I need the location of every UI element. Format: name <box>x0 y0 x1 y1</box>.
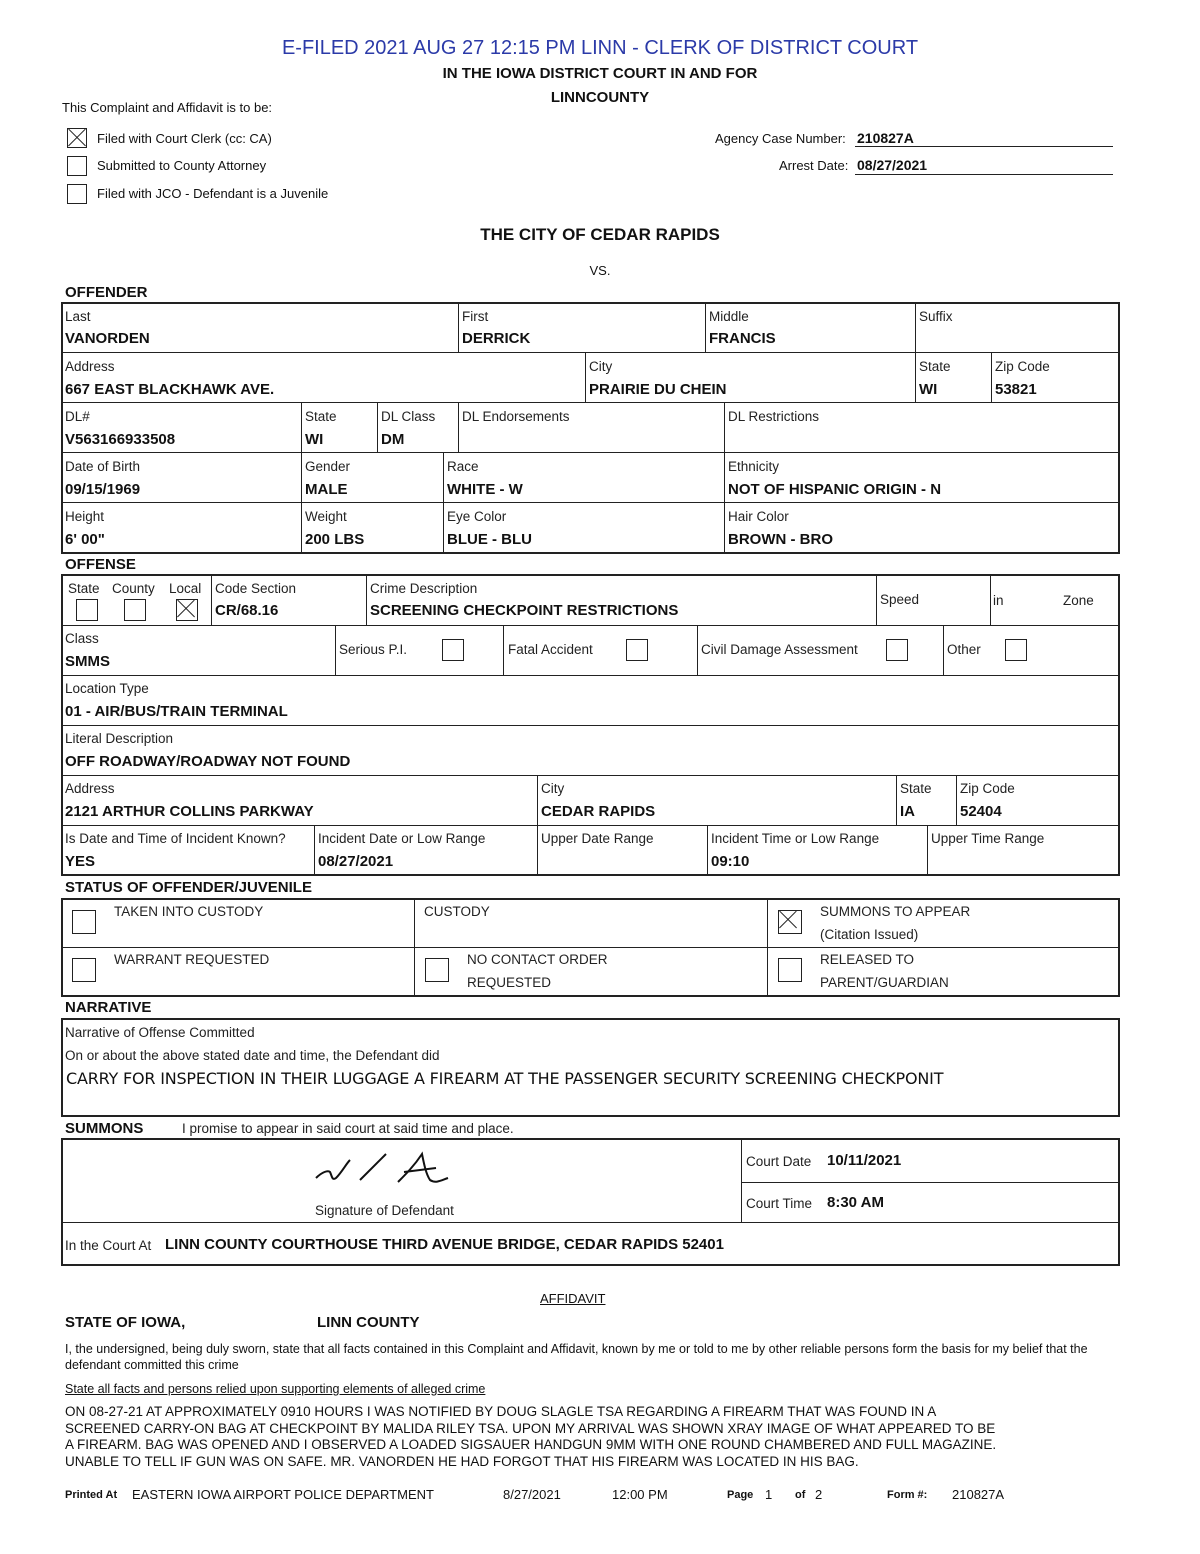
incident-zip-label: Zip Code <box>960 781 1015 796</box>
code-section-value: CR/68.16 <box>215 602 279 619</box>
narrative-text: CARRY FOR INSPECTION IN THEIR LUGGAGE A FIREARM AT THE PASSENGER SECURITY SCREENING CHECKPONIT <box>66 1069 944 1088</box>
plaintiff: THE CITY OF CEDAR RAPIDS <box>480 225 720 244</box>
incident-address-value: 2121 ARTHUR COLLINS PARKWAY <box>65 803 314 820</box>
address-label: Address <box>65 359 115 374</box>
last-name-label: Last <box>65 309 91 324</box>
court-at-value: LINN COUNTY COURTHOUSE THIRD AVENUE BRIDGE, CEDAR RAPIDS 52401 <box>165 1236 724 1253</box>
no-contact-requested-label: REQUESTED <box>467 975 552 990</box>
speed-label: Speed <box>880 592 920 607</box>
offender-box <box>61 302 1120 554</box>
agency-case-value: 210827A <box>857 130 914 146</box>
dl-class-value: DM <box>381 431 405 448</box>
arrest-date-value: 08/27/2021 <box>857 157 928 173</box>
zone-label: Zone <box>1063 593 1094 608</box>
narrative-label: Narrative of Offense Committed <box>65 1025 255 1040</box>
incident-date-label: Incident Date or Low Range <box>318 831 486 846</box>
filed-court-label: Filed with Court Clerk (cc: CA) <box>97 131 272 146</box>
serious-pi-label: Serious P.I. <box>339 642 408 657</box>
zip-value: 53821 <box>995 381 1037 398</box>
submitted-attorney-checkbox[interactable] <box>67 156 87 176</box>
complaint-to-be: This Complaint and Affidavit is to be: <box>62 100 273 115</box>
height-value: 6' 00" <box>65 531 105 548</box>
incident-city-value: CEDAR RAPIDS <box>541 803 656 820</box>
offense-state-label: State <box>68 581 100 596</box>
filed-court-checkbox[interactable] <box>67 128 87 148</box>
literal-description-label: Literal Description <box>65 731 174 746</box>
released-label: RELEASED TO <box>820 952 915 967</box>
first-name-label: First <box>462 309 489 324</box>
page-number: 1 <box>765 1487 773 1502</box>
affidavit-state: STATE OF IOWA, <box>65 1314 186 1331</box>
weight-label: Weight <box>305 509 347 524</box>
no-contact-checkbox[interactable] <box>425 958 449 982</box>
affidavit-title: AFFIDAVIT <box>540 1291 606 1306</box>
summons-checkbox[interactable] <box>778 910 802 934</box>
printed-date: 8/27/2021 <box>503 1487 561 1502</box>
filed-jco-label: Filed with JCO - Defendant is a Juvenile <box>97 186 329 201</box>
serious-pi-checkbox[interactable] <box>442 639 464 661</box>
printed-at-value: EASTERN IOWA AIRPORT POLICE DEPARTMENT <box>132 1487 434 1502</box>
fatal-accident-checkbox[interactable] <box>626 639 648 661</box>
efiled-stamp: E-FILED 2021 AUG 27 12:15 PM LINN - CLERK OF DISTRICT COURT <box>281 37 919 59</box>
weight-value: 200 LBS <box>305 531 365 548</box>
location-type-label: Location Type <box>65 681 149 696</box>
facts-line: SCREENED CARRY-ON BAG AT CHECKPOINT BY MALIDA RILEY TSA. UPON MY ARRIVAL WAS SHOWN XRAY IMAGE OF WHAT APPEARED TO BE <box>65 1420 996 1436</box>
affidavit-county: LINN COUNTY <box>317 1314 420 1331</box>
hair-color-label: Hair Color <box>728 509 789 524</box>
ethnicity-value: NOT OF HISPANIC ORIGIN - N <box>728 481 942 498</box>
facts-line: UNABLE TO TELL IF GUN WAS ON SAFE. MR. VANORDEN HE HAD FORGOT THAT HIS FIREARM WAS LOCATED IN HIS BAG. <box>65 1453 859 1469</box>
warrant-checkbox[interactable] <box>72 958 96 982</box>
middle-name-value: FRANCIS <box>709 330 776 347</box>
city-value: PRAIRIE DU CHEIN <box>589 381 727 398</box>
class-value: SMMS <box>65 653 110 670</box>
warrant-label: WARRANT REQUESTED <box>114 952 270 967</box>
height-label: Height <box>65 509 105 524</box>
offense-local-checkbox[interactable] <box>176 599 198 621</box>
civil-damage-checkbox[interactable] <box>886 639 908 661</box>
other-label: Other <box>947 642 981 657</box>
court-date-value: 10/11/2021 <box>827 1152 902 1169</box>
incident-zip-value: 52404 <box>960 803 1002 820</box>
court-county: LINNCOUNTY <box>550 89 650 106</box>
defendant-did-label: On or about the above stated date and time, the Defendant did <box>65 1048 440 1063</box>
upper-time-label: Upper Time Range <box>931 831 1045 846</box>
gender-value: MALE <box>305 481 348 498</box>
dl-restrictions-label: DL Restrictions <box>728 409 820 424</box>
arrest-date-label: Arrest Date: <box>779 158 849 173</box>
state-label: State <box>919 359 951 374</box>
upper-date-label: Upper Date Range <box>541 831 654 846</box>
filed-jco-checkbox[interactable] <box>67 184 87 204</box>
dl-endorsements-label: DL Endorsements <box>462 409 570 424</box>
dl-state-value: WI <box>305 431 324 448</box>
suffix-label: Suffix <box>919 309 953 324</box>
class-label: Class <box>65 631 99 646</box>
dl-value: V563166933508 <box>65 431 176 448</box>
location-type-value: 01 - AIR/BUS/TRAIN TERMINAL <box>65 703 288 720</box>
eye-color-label: Eye Color <box>447 509 507 524</box>
printed-at-label: Printed At <box>65 1489 118 1501</box>
summons-appear-label: SUMMONS TO APPEAR <box>820 904 971 919</box>
date-known-label: Is Date and Time of Incident Known? <box>65 831 286 846</box>
versus: VS. <box>589 263 611 278</box>
facts-label: State all facts and persons relied upon supporting elements of alleged crime <box>65 1382 486 1396</box>
page-label: Page <box>727 1489 754 1501</box>
no-contact-label: NO CONTACT ORDER <box>467 952 608 967</box>
court-time-label: Court Time <box>746 1196 813 1211</box>
first-name-value: DERRICK <box>462 330 531 347</box>
date-known-value: YES <box>65 853 96 870</box>
offense-title: OFFENSE <box>65 556 136 573</box>
city-label: City <box>589 359 613 374</box>
defendant-signature <box>310 1148 460 1190</box>
facts-text <box>65 1404 996 1470</box>
released-checkbox[interactable] <box>778 958 802 982</box>
dob-label: Date of Birth <box>65 459 141 474</box>
literal-description-value: OFF ROADWAY/ROADWAY NOT FOUND <box>65 753 351 770</box>
status-title: STATUS OF OFFENDER/JUVENILE <box>65 879 312 896</box>
court-time-value: 8:30 AM <box>827 1194 884 1211</box>
court-title: IN THE IOWA DISTRICT COURT IN AND FOR <box>442 65 758 82</box>
offense-local-label: Local <box>169 581 202 596</box>
summons-promise: I promise to appear in said court at said time and place. <box>182 1121 514 1136</box>
narrative-title: NARRATIVE <box>65 999 152 1016</box>
civil-damage-label: Civil Damage Assessment <box>701 642 858 657</box>
court-at-label: In the Court At <box>65 1238 152 1253</box>
eye-color-value: BLUE - BLU <box>447 531 532 548</box>
race-value: WHITE - W <box>447 481 523 498</box>
dl-label: DL# <box>65 409 90 424</box>
dl-state-label: State <box>305 409 337 424</box>
summons-title: SUMMONS <box>65 1120 144 1137</box>
parent-guardian-label: PARENT/GUARDIAN <box>820 975 949 990</box>
printed-time: 12:00 PM <box>612 1487 668 1502</box>
offender-title: OFFENDER <box>65 284 148 301</box>
form-label: Form #: <box>887 1489 928 1501</box>
incident-date-value: 08/27/2021 <box>318 853 394 870</box>
crime-description-label: Crime Description <box>370 581 478 596</box>
gender-label: Gender <box>305 459 351 474</box>
incident-time-value: 09:10 <box>711 853 750 870</box>
citation-issued-label: (Citation Issued) <box>820 927 919 942</box>
facts-line: A FIREARM. BAG WAS OPENED AND I OBSERVED A LOADED SIGSAUER HANDGUN 9MM WITH ONE ROUND CHAMBERED AND FULL MAGAZINE. <box>65 1437 997 1452</box>
sworn-statement: I, the undersigned, being duly sworn, state that all facts contained in this Complaint and Affidavit, known by me or told to me by other reliable persons form the basis for my belief that the defendant committed this crime <box>65 1342 1088 1372</box>
signature-label: Signature of Defendant <box>315 1203 454 1218</box>
hair-color-value: BROWN - BRO <box>728 531 833 548</box>
crime-description-value: SCREENING CHECKPOINT RESTRICTIONS <box>370 602 679 619</box>
incident-city-label: City <box>541 781 565 796</box>
agency-case-label: Agency Case Number: <box>715 131 846 146</box>
state-value: WI <box>919 381 938 398</box>
submitted-attorney-label: Submitted to County Attorney <box>97 158 267 173</box>
incident-state-label: State <box>900 781 932 796</box>
zip-label: Zip Code <box>995 359 1050 374</box>
other-checkbox[interactable] <box>1005 639 1027 661</box>
form-number: 210827A <box>952 1487 1005 1502</box>
offense-county-checkbox[interactable] <box>124 599 146 621</box>
taken-custody-label: TAKEN INTO CUSTODY <box>114 904 264 919</box>
incident-address-label: Address <box>65 781 115 796</box>
court-date-label: Court Date <box>746 1154 812 1169</box>
offense-county-label: County <box>112 581 155 596</box>
dl-class-label: DL Class <box>381 409 436 424</box>
taken-custody-checkbox[interactable] <box>72 910 96 934</box>
code-section-label: Code Section <box>215 581 297 596</box>
last-name-value: VANORDEN <box>65 330 150 347</box>
in-label: in <box>993 593 1004 608</box>
address-value: 667 EAST BLACKHAWK AVE. <box>65 381 275 398</box>
dob-value: 09/15/1969 <box>65 481 141 498</box>
offense-state-checkbox[interactable] <box>76 599 98 621</box>
middle-name-label: Middle <box>709 309 749 324</box>
custody-label: CUSTODY <box>424 904 490 919</box>
ethnicity-label: Ethnicity <box>728 459 780 474</box>
fatal-accident-label: Fatal Accident <box>508 642 593 657</box>
facts-line: ON 08-27-21 AT APPROXIMATELY 0910 HOURS I WAS NOTIFIED BY DOUG SLAGLE TSA REGARDING A FIREARM THAT WAS FOUND IN A <box>65 1404 937 1419</box>
page-total: 2 <box>815 1487 823 1502</box>
incident-time-label: Incident Time or Low Range <box>711 831 880 846</box>
of-label: of <box>795 1489 806 1501</box>
race-label: Race <box>447 459 479 474</box>
incident-state-value: IA <box>900 803 915 820</box>
